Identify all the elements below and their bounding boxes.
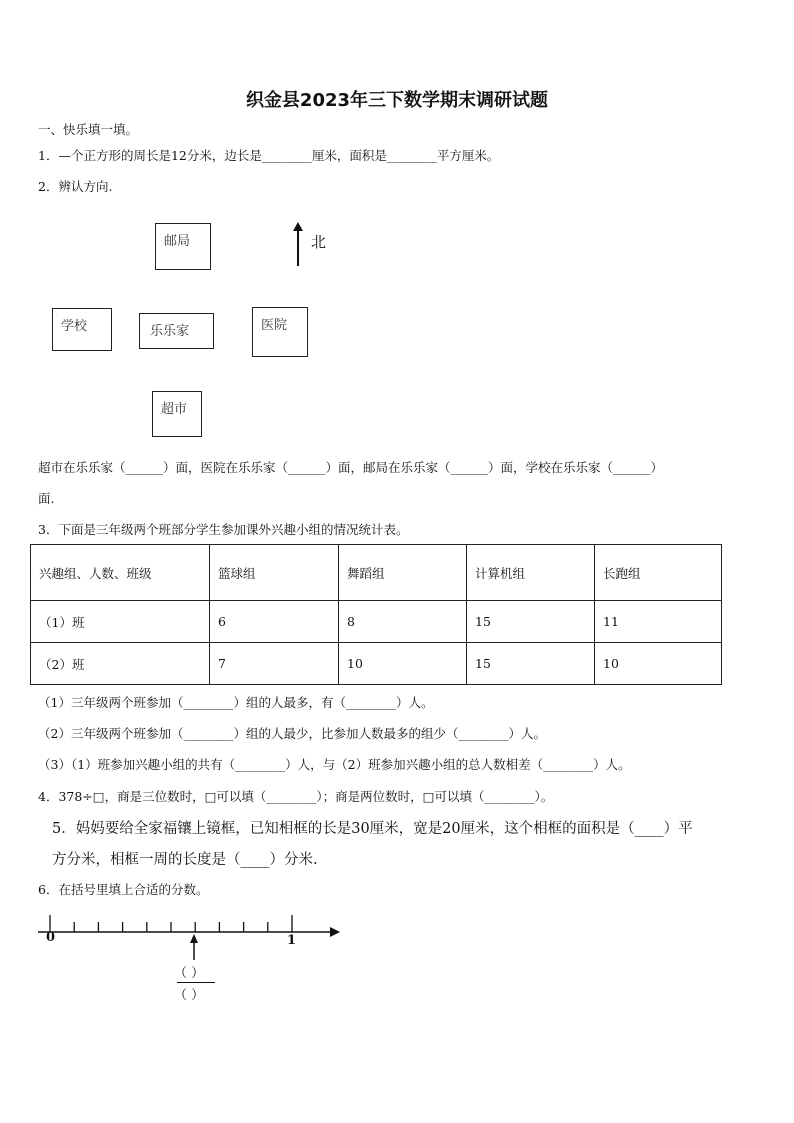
- fraction-numerator: （ ）: [174, 966, 205, 981]
- table-header-row: [31, 545, 722, 601]
- question-4: 4．378÷□，商是三位数时，□可以填（________）；商是两位数时，□可以填（________）。: [38, 789, 554, 804]
- table-cell: （2）班: [31, 643, 210, 685]
- axis-arrow-icon: [330, 927, 340, 937]
- table-header-cell: 篮球组: [210, 545, 339, 601]
- fraction-bar: [177, 982, 215, 983]
- section-heading: 一、快乐填一填。: [38, 122, 139, 137]
- table-cell: 11: [595, 601, 722, 643]
- table-cell: 15: [467, 643, 595, 685]
- question-2-text-line2: 面.: [38, 491, 55, 506]
- stats-table: [30, 544, 722, 685]
- table-row: [31, 643, 722, 685]
- question-3-sub2: （2）三年级两个班参加（________）组的人最少，比参加人数最多的组少（________）人。: [38, 726, 546, 741]
- question-6-label: 6．在括号里填上合适的分数。: [38, 882, 209, 897]
- question-1: 1．—个正方形的周长是12分米，边长是________厘米，面积是________平方厘米。: [38, 148, 500, 163]
- home-box: [139, 313, 214, 349]
- label-one: 1: [287, 933, 297, 948]
- table-header-cell: 舞蹈组: [339, 545, 467, 601]
- north-arrow-icon: [290, 222, 306, 268]
- fraction-denominator: （ ）: [174, 988, 205, 1003]
- table-cell: 6: [210, 601, 339, 643]
- post-office-box: [155, 223, 211, 270]
- question-3-sub1: （1）三年级两个班参加（________）组的人最多，有（________）人。: [38, 695, 434, 710]
- question-3-label: 3．下面是三年级两个班部分学生参加课外兴趣小组的情况统计表。: [38, 522, 409, 537]
- table-header-cell: 计算机组: [467, 545, 595, 601]
- question-3-sub3: （3）（1）班参加兴趣小组的共有（________）人，与（2）班参加兴趣小组的总人数相差（________）人。: [38, 757, 631, 772]
- table-cell: 8: [339, 601, 467, 643]
- school-label: 学校: [61, 319, 88, 334]
- table-row: [31, 601, 722, 643]
- table-cell: （1）班: [31, 601, 210, 643]
- school-box: [52, 308, 112, 351]
- table-header-cell: 长跑组: [595, 545, 722, 601]
- pointer-arrow-head-icon: [190, 934, 198, 943]
- home-label: 乐乐家: [150, 324, 190, 339]
- question-2-label: 2．辨认方向.: [38, 179, 113, 194]
- page-title: 织金县2023年三下数学期末调研试题: [245, 90, 549, 111]
- question-5-line2: 方分米，相框一周的长度是（____）分米.: [52, 852, 318, 868]
- supermarket-label: 超市: [161, 402, 188, 417]
- hospital-label: 医院: [261, 318, 288, 333]
- north-label: 北: [311, 233, 327, 251]
- tick-marks: [50, 915, 292, 932]
- supermarket-box: [152, 391, 202, 437]
- label-zero: 0: [46, 930, 56, 945]
- table-cell: 10: [339, 643, 467, 685]
- table-cell: 15: [467, 601, 595, 643]
- table-cell: 7: [210, 643, 339, 685]
- table-header-cell: 兴趣组、人数、班级: [31, 545, 210, 601]
- hospital-box: [252, 307, 308, 357]
- post-office-label: 邮局: [164, 234, 191, 249]
- table-cell: 10: [595, 643, 722, 685]
- question-5-line1: 5．妈妈要给全家福镶上镜框，已知相框的长是30厘米，宽是20厘米，这个相框的面积是（____）平: [52, 821, 693, 837]
- question-2-text-line1: 超市在乐乐家（______）面，医院在乐乐家（______）面，邮局在乐乐家（______）面，学校在乐乐家（______）: [38, 460, 664, 475]
